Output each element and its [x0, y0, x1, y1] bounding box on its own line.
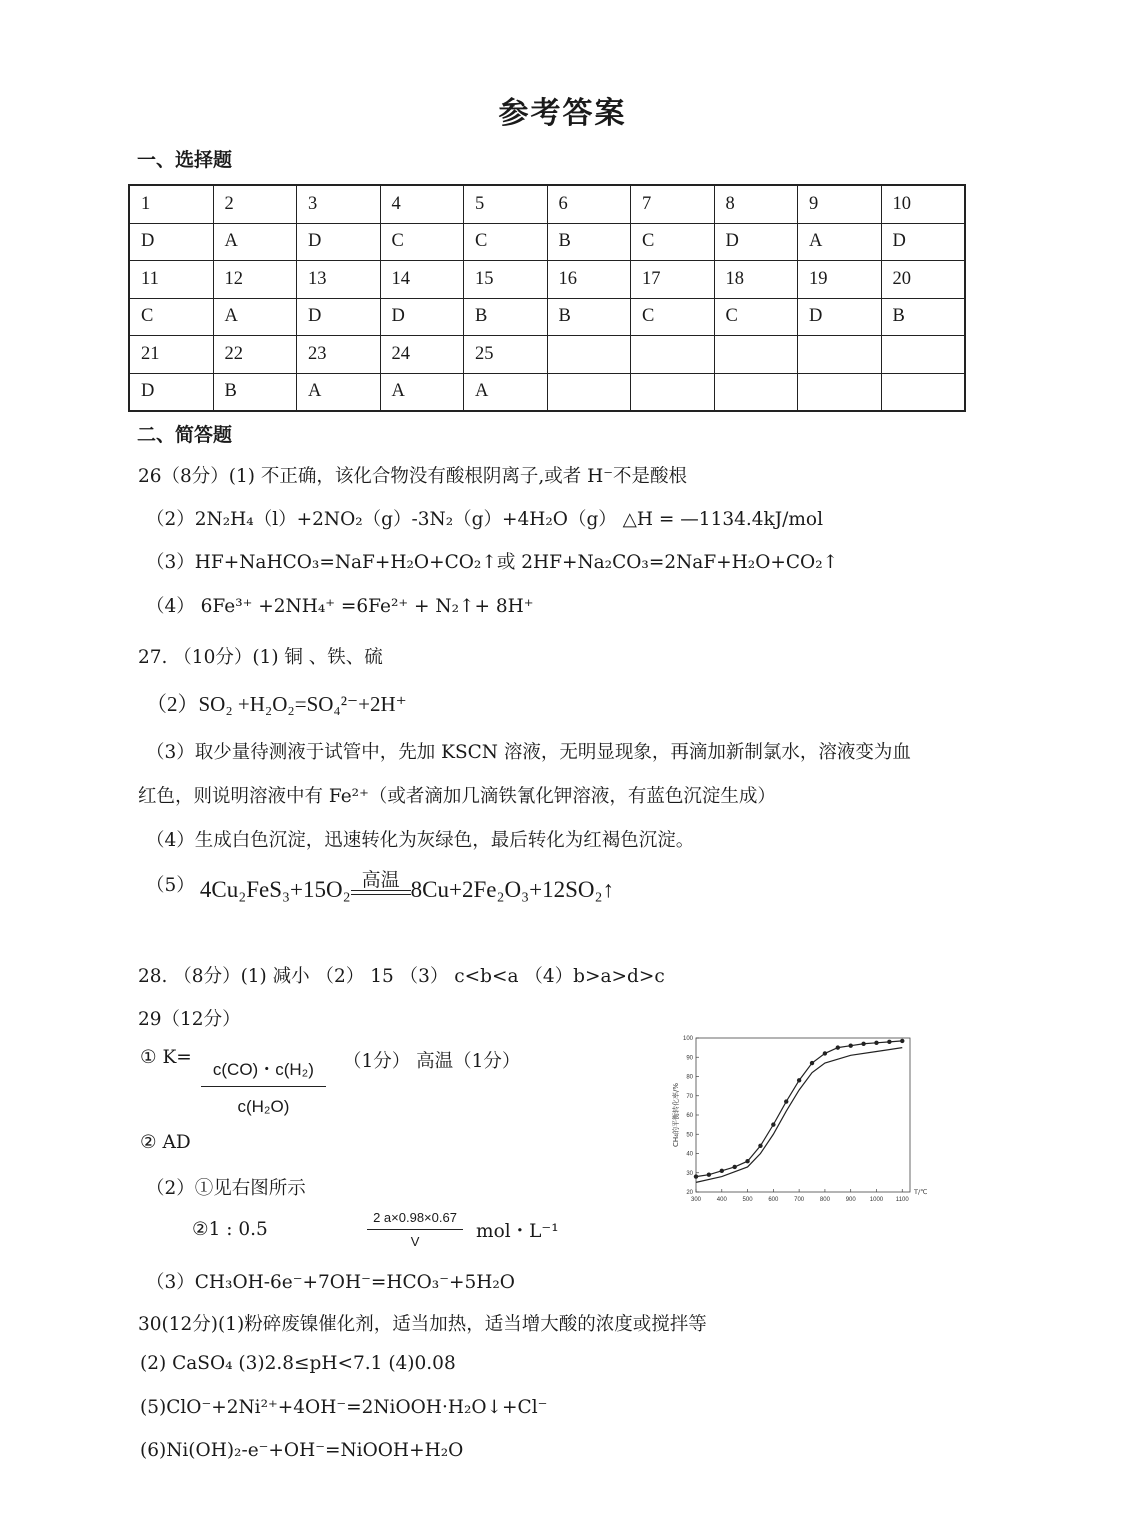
x-tick-label: 700 [794, 1197, 805, 1203]
answer-cell: B [547, 223, 631, 261]
question-number-cell: 3 [297, 185, 381, 223]
answer-cell: A [464, 373, 548, 411]
answer-cell: C [129, 298, 213, 336]
data-point [758, 1144, 762, 1148]
answer-cell: C [714, 298, 798, 336]
data-point [771, 1122, 775, 1126]
x-tick-label: 1000 [869, 1197, 884, 1203]
answer-cell: C [464, 223, 548, 261]
question-number-cell: 8 [714, 185, 798, 223]
k-numerator: c(CO)・c(H₂) [201, 1055, 326, 1087]
q28-line1: 28. （8分）(1) 减小 （2） 15 （3） c<b<a （4）b>a>d>c [138, 966, 665, 987]
answer-cell [798, 373, 882, 411]
q27-line5: （4）生成白色沉淀，迅速转化为灰绿色，最后转化为红褐色沉淀。 [146, 830, 695, 851]
q26-line4: （4） 6Fe³⁺ +2NH₄⁺ =6Fe²⁺ + N₂↑+ 8H⁺ [146, 596, 534, 617]
data-point [836, 1045, 840, 1049]
y-tick-label: 40 [686, 1151, 693, 1158]
q30-line2: (2) CaSO₄ (3)2.8≤pH<7.1 (4)0.08 [140, 1353, 456, 1374]
y-tick-label: 100 [682, 1036, 693, 1042]
question-number-cell: 2 [213, 185, 297, 223]
k-fraction [201, 1055, 326, 1117]
question-number-cell: 20 [881, 261, 965, 299]
question-number-cell: 10 [881, 185, 965, 223]
series-line [696, 1048, 902, 1183]
data-point [694, 1174, 698, 1178]
question-number-cell: 12 [213, 261, 297, 299]
answer-cell: A [297, 373, 381, 411]
question-number-cell: 7 [631, 185, 715, 223]
question-number-cell [631, 336, 715, 374]
answer-cell [631, 373, 715, 411]
data-point [784, 1099, 788, 1103]
answer-cell: D [297, 223, 381, 261]
question-number-cell [714, 336, 798, 374]
reaction-condition-label: 高温 [361, 869, 400, 891]
y-tick-label: 70 [686, 1093, 693, 1100]
question-number-cell: 14 [380, 261, 464, 299]
question-number-cell [547, 336, 631, 374]
series-line [696, 1041, 902, 1177]
conversion-chart [668, 1030, 933, 1208]
question-number-row [129, 336, 965, 374]
concentration-fraction [367, 1210, 463, 1249]
question-number-cell: 25 [464, 336, 548, 374]
answer-cell: A [798, 223, 882, 261]
question-number-cell: 24 [380, 336, 464, 374]
q29-line6: （3）CH₃OH-6e⁻+7OH⁻=HCO₃⁻+5H₂O [146, 1272, 515, 1293]
x-tick-label: 500 [742, 1197, 753, 1203]
data-point [874, 1041, 878, 1045]
answer-cell [881, 373, 965, 411]
q27-line2: （2）SO₂ +H₂O₂=SO₄²⁻+2H⁺ [146, 692, 407, 716]
y-tick-label: 90 [686, 1055, 693, 1062]
answer-cell: B [464, 298, 548, 336]
q27-line6-prefix: （5） [146, 875, 195, 896]
question-number-cell: 6 [547, 185, 631, 223]
data-point [810, 1061, 814, 1065]
q29-k-suffix: （1分） 高温（1分） [343, 1051, 521, 1072]
answer-cell: D [798, 298, 882, 336]
y-tick-label: 30 [686, 1170, 693, 1177]
question-number-cell [798, 336, 882, 374]
data-point [745, 1159, 749, 1163]
section-short-answer: 二、简答题 [137, 424, 233, 446]
q26-line2: （2）2N₂H₄（l）+2NO₂（g）-3N₂（g）+4H₂O（g） △H = —1134.4kJ/mol [146, 509, 823, 530]
answer-row [129, 223, 965, 261]
y-tick-label: 60 [686, 1113, 693, 1119]
concentration-numerator: 2 a×0.98×0.67 [367, 1210, 463, 1230]
question-number-row [129, 261, 965, 299]
q27-line3: （3）取少量待测液于试管中，先加 KSCN 溶液，无明显现象，再滴加新制氯水，溶液变为血 [146, 742, 911, 763]
q27-equation-left: 4Cu₂FeS₃+15O₂ [199, 877, 351, 902]
question-number-cell: 1 [129, 185, 213, 223]
q29-ratio: ②1 : 0.5 [192, 1219, 268, 1240]
answer-row [129, 298, 965, 336]
question-number-cell: 21 [129, 336, 213, 374]
q30-line1: 30(12分)(1)粉碎废镍催化剂，适当加热，适当增大酸的浓度或搅拌等 [138, 1314, 707, 1335]
answer-cell: D [129, 223, 213, 261]
answer-cell: A [213, 223, 297, 261]
question-number-cell [881, 336, 965, 374]
data-point [887, 1040, 891, 1044]
q30-line3: (5)ClO⁻+2Ni²⁺+4OH⁻=2NiOOH·H₂O↓+Cl⁻ [140, 1397, 548, 1418]
x-tick-label: 300 [690, 1197, 702, 1203]
question-number-cell: 22 [213, 336, 297, 374]
answer-cell [714, 373, 798, 411]
answer-cell: A [213, 298, 297, 336]
data-point [823, 1051, 827, 1055]
x-tick-label: 400 [716, 1197, 727, 1203]
answer-cell: C [631, 298, 715, 336]
concentration-denominator: V [410, 1234, 420, 1249]
x-axis-label: T/℃ [914, 1188, 928, 1196]
q29-line3: ② AD [140, 1132, 191, 1153]
y-tick-label: 50 [686, 1132, 693, 1139]
data-point [720, 1169, 724, 1173]
section-multiple-choice: 一、选择题 [137, 149, 233, 171]
q26-line1: 26（8分）(1) 不正确，该化合物没有酸根阴离子,或者 H⁻不是酸根 [138, 466, 688, 487]
question-number-cell: 16 [547, 261, 631, 299]
answer-cell: B [213, 373, 297, 411]
x-tick-label: 600 [768, 1197, 779, 1203]
page-title: 参考答案 [498, 96, 627, 131]
q27-line6 [146, 870, 614, 903]
data-point [707, 1172, 711, 1176]
q27-equation-right: 8Cu+2Fe₂O₃+12SO₂↑ [410, 877, 615, 902]
k-denominator: c(H₂O) [237, 1097, 290, 1116]
question-number-cell: 18 [714, 261, 798, 299]
q26-line3: （3）HF+NaHCO₃=NaF+H₂O+CO₂↑或 2HF+Na₂CO₃=2NaF+H₂O+CO₂↑ [146, 552, 839, 573]
answer-table [128, 184, 966, 412]
answer-cell [547, 373, 631, 411]
q29-k-prefix: ① K= [140, 1047, 192, 1068]
y-tick-label: 80 [686, 1074, 693, 1081]
answer-cell: D [380, 298, 464, 336]
q29-line5 [192, 1210, 559, 1249]
q30-line4: (6)Ni(OH)₂-e⁻+OH⁻=NiOOH+H₂O [140, 1440, 464, 1461]
data-point [797, 1078, 801, 1082]
x-tick-label: 800 [819, 1197, 830, 1203]
question-number-cell: 13 [297, 261, 381, 299]
data-point [900, 1039, 904, 1043]
question-number-cell: 5 [464, 185, 548, 223]
q27-line1: 27. （10分）(1) 铜 、铁、硫 [138, 647, 383, 668]
answer-cell: D [881, 223, 965, 261]
answer-cell: C [380, 223, 464, 261]
question-number-row [129, 185, 965, 223]
answer-cell: D [714, 223, 798, 261]
q29-k-expression [140, 1045, 520, 1117]
answer-cell: C [631, 223, 715, 261]
question-number-cell: 23 [297, 336, 381, 374]
concentration-unit: mol・L⁻¹ [476, 1220, 559, 1242]
question-number-cell: 15 [464, 261, 548, 299]
answer-cell: D [297, 298, 381, 336]
data-point [732, 1165, 736, 1169]
x-tick-label: 900 [845, 1197, 856, 1203]
data-point [848, 1044, 852, 1048]
answer-cell: B [881, 298, 965, 336]
answer-row [129, 373, 965, 411]
q27-line4: 红色，则说明溶液中有 Fe²⁺（或者滴加几滴铁氰化钾溶液，有蓝色沉淀生成） [138, 786, 776, 807]
answer-cell: D [129, 373, 213, 411]
question-number-cell: 19 [798, 261, 882, 299]
question-number-cell: 11 [129, 261, 213, 299]
answer-cell: B [547, 298, 631, 336]
question-number-cell: 4 [380, 185, 464, 223]
q29-line4: （2）①见右图所示 [146, 1178, 306, 1199]
y-axis-label: CH₄的平衡转化率/% [672, 1083, 680, 1147]
answer-cell: A [380, 373, 464, 411]
y-tick-label: 20 [686, 1190, 693, 1196]
q29-line1: 29（12分） [138, 1009, 241, 1030]
question-number-cell: 9 [798, 185, 882, 223]
x-tick-label: 1100 [895, 1197, 909, 1203]
data-point [861, 1042, 865, 1046]
question-number-cell: 17 [631, 261, 715, 299]
reaction-condition [351, 870, 411, 903]
